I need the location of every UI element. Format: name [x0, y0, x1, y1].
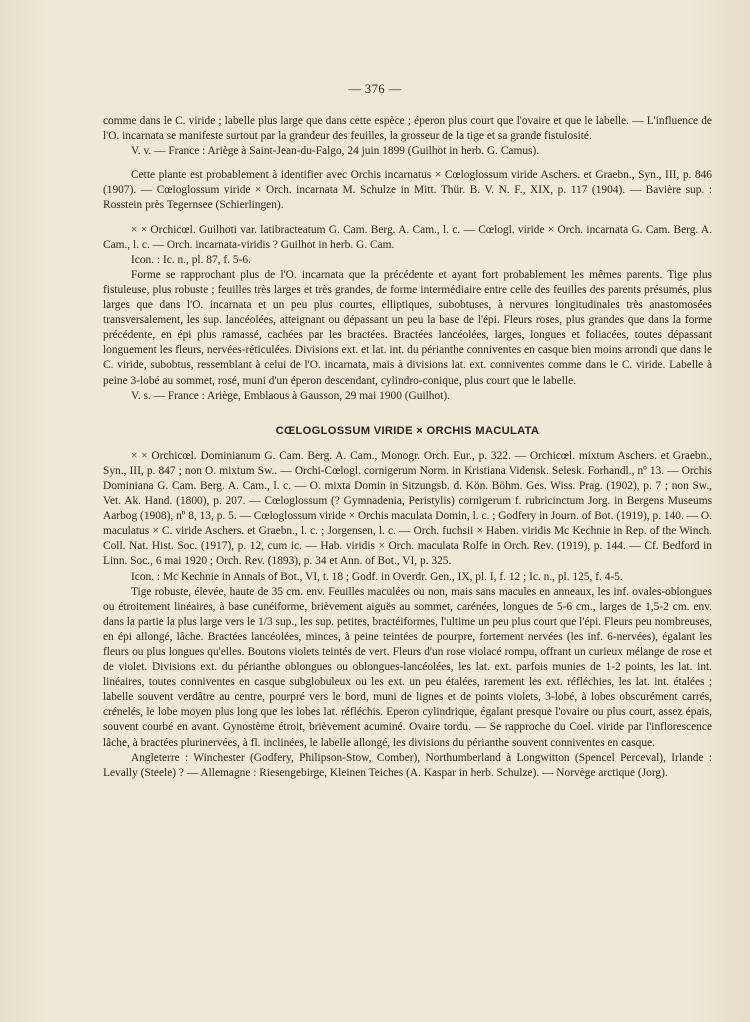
section-heading: CŒLOGLOSSUM VIRIDE × ORCHIS MACULATA: [275, 424, 540, 437]
body-text: [103, 114, 712, 781]
paragraph-locality-gausson: V. s. — France : Ariège, Emblaous à Gausson, 29 mai 1900 (Guilhot).: [131, 389, 450, 402]
paragraph-locality-falgo: V. v. — France : Ariège à Saint-Jean-du-Falgo, 24 juin 1899 (Guilhot in herb. G. Camus).: [131, 145, 540, 158]
paragraph-viride-comparison: comme dans le C. viride ; labelle plus large que dans cette espèce ; éperon plus court que l'ovaire et que le labelle. — L'influence de l'O. incarnata se manifeste surtout par la grandeur des feuilles, la grosseur de la tige et sa grande fistulosité.: [103, 115, 712, 143]
paragraph-dominianum-synonymy: × × Orchicœl. Dominianum G. Cam. Berg. A. Cam., Monogr. Orch. Eur., p. 322. — Orchicœl. mixtum Aschers. et Graebn., Syn., III, p. 847 ; non O. mixtum Sw.. — Orchi-Cœlogl. cornigerum Norm. in Kristiana Vidensk. Selesk. Forhandl., nº 13. — Orchis Dominiana G. Cam. Berg. A. Cam., l. c. — O. mixta Domin in Sitzungsb. d. Kön. Böhm. Ges. Wiss. Prag. (1902), p. 7 ; non Sw., Vet. Ak. Hand. (1800), p. 207. — Cœloglossum (? Gymnadenia, Peristylis) cornigerum f. rubricinctum Jorg. in Bergens Museums Aarbog (1908), nº 8, 13, p. 5. — Cœloglossum viride × Orchis maculata Domin, l. c. ; Godfery in Journ. of Bot. (1919), p. 140. — O. maculatus × C. viride Aschers. et Graebn., l. c. ; Jorgensen, l. c. — Orch. fuchsii × Haben. viridis Mc Kechnie in Rep. of the Winch. Coll. Nat. Hist. Soc. (1917), p. 12, cum ic. — Hab. viridis × Orch. maculata Rolfe in Orch. Rev. (1919), p. 144. — Cf. Bedford in Linn. Soc., 6 mai 1920 ; Orch. Rev. (1893), p. 34 et Ann. of Bot., VI, p. 325.: [103, 449, 712, 568]
paragraph-icon-ref-1: Icon. : Ic. n., pl. 87, f. 5-6.: [131, 253, 251, 266]
paragraph-distribution: Angleterre : Winchester (Godfery, Philipson-Stow, Comber), Northumberland à Longwitton (Spencel Perceval), Irlande : Levally (Steele) ? — Allemagne : Riesengebirge, Kleinen Teiches (A. Kaspar in herb. Schulze). — Norvège arctique (Jorg).: [103, 751, 712, 779]
paragraph-description-1: Forme se rapprochant plus de l'O. incarnata que la précédente et ayant fort probablement les mêmes parents. Tige plus fistuleuse, plus robuste ; feuilles très larges et très grandes, de forme intermédiaire entre celle des feuilles des parents présumés, plus larges que dans l'O. incarnata et un peu plus courtes, elliptiques, subobtuses, à nervures longitudinales très anastomosées transversalement, les sup. lancéolées, atteignant ou dépassant un peu la base de l'épi. Fleurs roses, plus grandes que dans la forme précédente, en épi plus ramassé, cachées par les bractées. Bractées lancéolées, larges, longues et foliacées, toutes dépassant longuement les fleurs, nervées-réticulées. Divisions ext. et lat. int. du périanthe conniventes en casque bien moins arrondi que dans le C. viride, subobtus, ressemblant à celui de l'O. incarnata, mais à divisions lat. ext. conniventes comme dans le C. viride. Labelle à peine 3-lobé au sommet, rosé, muni d'un éperon descendant, cylindro-conique, plus court que le labelle.: [103, 268, 712, 387]
paragraph-identification: Cette plante est probablement à identifier avec Orchis incarnatus × Cœloglossum viride Aschers. et Graebn., Syn., III, p. 846 (1907). — Cœloglossum viride × Orch. incarnata M. Schulze in Mitt. Thür. B. V. N. F., XIX, p. 117 (1904). — Bavière sup. : Rosstein près Tegernsee (Schierlingen).: [103, 169, 712, 212]
paragraph-icon-ref-2: Icon. : Mc Kechnie in Annals of Bot., VI, t. 18 ; Godf. in Overdr. Gen., IX, pl. I, f. 12 ; Ic. n., pl. 125, f. 4-5.: [131, 570, 623, 583]
paragraph-guilhoti-synonymy: × × Orchicœl. Guilhoti var. latibracteatum G. Cam. Berg. A. Cam., l. c. — Cœlogl. viride × Orch. incarnata G. Cam. Berg. A. Cam., l. c. — Orch. incarnata-viridis ? Guilhot in herb. G. Cam.: [103, 223, 712, 251]
page-number: — 376 —: [348, 82, 402, 96]
paragraph-description-2: Tige robuste, élevée, haute de 35 cm. env. Feuilles maculées ou non, mais sans macules en anneaux, les inf. ovales-oblongues ou étroitement linéaires, à base cunéiforme, brièvement aiguës au sommet, carénées, longues de 5-6 cm., larges de 1,5-2 cm. env. dans la partie la plus large vers le 1/3 sup., les sup. petites, bractéiformes, l'ultime un peu plus court que l'épi. Fleurs peu nombreuses, en épi allongé, lâche. Bractées lancéolées, minces, à peine teintées de pourpre, fortement nervées (les inf. 6-nervées), égalant les fleurs ou plus longues qu'elles. Boutons violets teintés de vert. Fleurs d'un rose violacé rompu, offrant un curieux mélange de rose et de violet. Divisions ext. du périanthe oblongues ou oblongues-lancéolées, les lat. ext. parfois munies de 1-2 points, les lat. int. linéaires, toutes conniventes en casque subglobuleux ou les ext. un peu étalées, rarement les ext. réfléchies, les lat. int. étalées ; labelle souvent verdâtre au centre, pourpré vers le bord, muni de lignes et de points violets, 3-lobé, à lobes obscurément carrés, crénelés, le lobe moyen plus long que les lobes lat. réfléchis. Eperon cylindrique, égalant presque l'ovaire ou plus court, assez épais, souvent courbé en avant. Gynostème étroit, brièvement acuminé. Ovaire tordu. — Se rapproche du Coel. viride par l'inflorescence lâche, à bractées plurinervées, à fl. inclinées, le labelle allongé, les divisions du périanthe souvent conniventes en casque.: [103, 585, 712, 749]
